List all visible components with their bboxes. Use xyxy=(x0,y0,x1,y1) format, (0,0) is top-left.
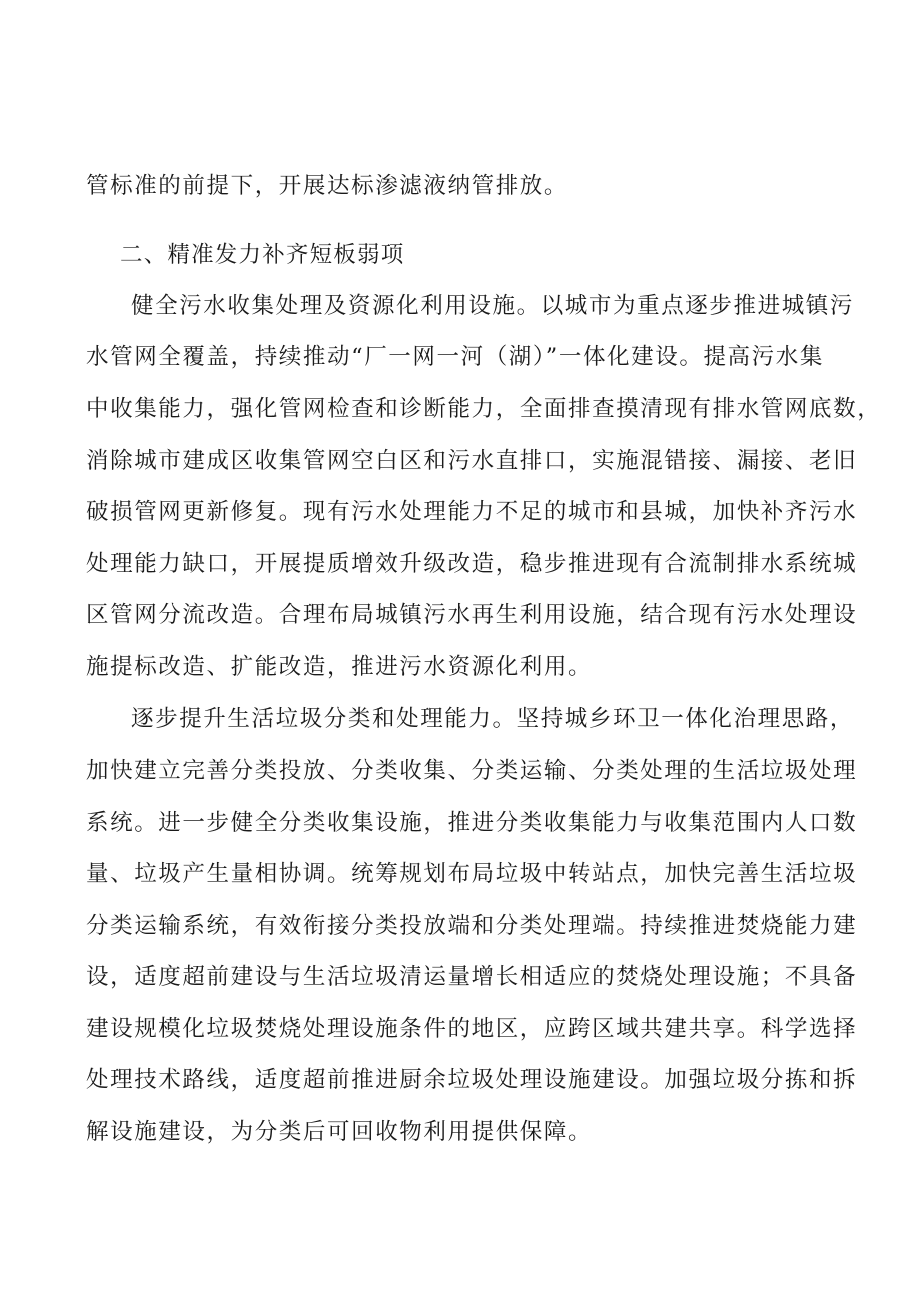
continuation-line: 管标准的前提下，开展达标渗滤液纳管排放。 xyxy=(86,173,569,199)
paragraph-line: 健全污水收集处理及资源化利用设施。以城市为重点逐步推进城镇污 xyxy=(131,293,855,319)
paragraph-line: 消除城市建成区收集管网空白区和污水直排口，实施混错接、漏接、老旧 xyxy=(86,448,858,474)
paragraph-line: 建设规模化垃圾焚烧处理设施条件的地区，应跨区域共建共享。科学选择 xyxy=(86,1016,858,1042)
paragraph-line: 加快建立完善分类投放、分类收集、分类运输、分类处理的生活垃圾处理 xyxy=(86,758,858,784)
paragraph-line: 处理技术路线，适度超前推进厨余垃圾处理设施建设。加强垃圾分拣和拆 xyxy=(86,1067,858,1093)
paragraph-line: 水管网全覆盖，持续推动“厂一网一河（湖）”一体化建设。提高污水集 xyxy=(86,344,824,370)
paragraph-line: 逐步提升生活垃圾分类和处理能力。坚持城乡环卫一体化治理思路， xyxy=(131,706,855,732)
paragraph-line: 中收集能力，强化管网检查和诊断能力，全面排查摸清现有排水管网底数， xyxy=(86,396,882,422)
paragraph-line: 系统。进一步健全分类收集设施，推进分类收集能力与收集范围内人口数 xyxy=(86,810,858,836)
paragraph-line: 解设施建设，为分类后可回收物利用提供保障。 xyxy=(86,1119,593,1145)
paragraph-line: 施提标改造、扩能改造，推进污水资源化利用。 xyxy=(86,654,593,680)
paragraph-line: 破损管网更新修复。现有污水处理能力不足的城市和县城，加快补齐污水 xyxy=(86,499,858,525)
paragraph-line: 区管网分流改造。合理布局城镇污水再生利用设施，结合现有污水处理设 xyxy=(86,602,858,628)
section-heading: 二、精准发力补齐短板弱项 xyxy=(120,242,405,268)
paragraph-line: 设，适度超前建设与生活垃圾清运量增长相适应的焚烧处理设施；不具备 xyxy=(86,964,858,990)
paragraph-line: 处理能力缺口，开展提质增效升级改造，稳步推进现有合流制排水系统城 xyxy=(86,551,858,577)
paragraph-line: 量、垃圾产生量相协调。统筹规划布局垃圾中转站点，加快完善生活垃圾 xyxy=(86,861,858,887)
paragraph-line: 分类运输系统，有效衔接分类投放端和分类处理端。持续推进焚烧能力建 xyxy=(86,913,858,939)
